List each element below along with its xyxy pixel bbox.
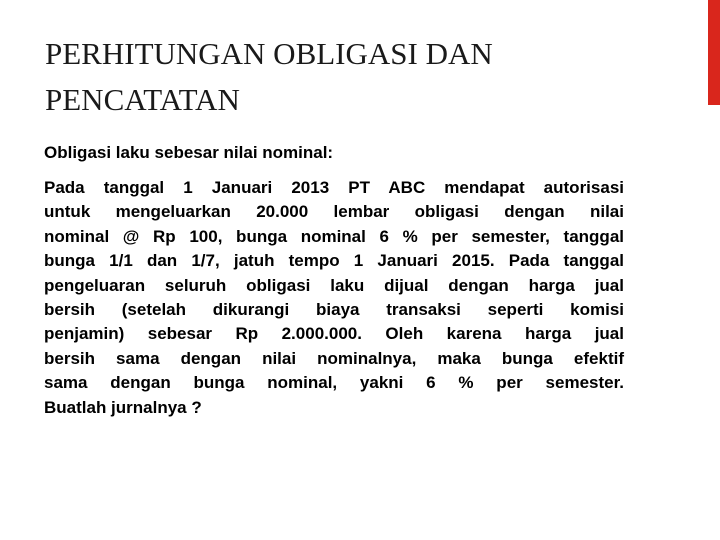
slide-title	[45, 31, 685, 123]
problem-paragraph	[44, 176, 624, 420]
paragraph-line: nominal @ Rp 100, bunga nominal 6 % per semester, tanggal	[44, 226, 624, 246]
paragraph-line: pengeluaran seluruh obligasi laku dijual dengan harga jual	[44, 275, 624, 295]
title-line: PENCATATAN	[45, 82, 240, 117]
paragraph-line: bunga 1/1 dan 1/7, jatuh tempo 1 Januari 2015. Pada tanggal	[44, 251, 624, 271]
title-line: PERHITUNGAN OBLIGASI DAN	[45, 36, 493, 71]
paragraph-line: untuk mengeluarkan 20.000 lembar obligasi dengan nilai	[44, 202, 624, 222]
paragraph-line: Buatlah jurnalnya ?	[44, 397, 202, 417]
paragraph-line: sama dengan bunga nominal, yakni 6 % per semester.	[44, 373, 624, 393]
slide-body	[44, 141, 624, 420]
paragraph-line: bersih (setelah dikurangi biaya transaksi seperti komisi	[44, 300, 624, 320]
paragraph-line: penjamin) sebesar Rp 2.000.000. Oleh karena harga jual	[44, 324, 624, 344]
paragraph-line: Pada tanggal 1 Januari 2013 PT ABC mendapat autorisasi	[44, 178, 624, 197]
accent-bar	[708, 0, 720, 105]
paragraph-line: bersih sama dengan nilai nominalnya, maka bunga efektif	[44, 348, 624, 368]
subheading: Obligasi laku sebesar nilai nominal:	[44, 143, 334, 162]
